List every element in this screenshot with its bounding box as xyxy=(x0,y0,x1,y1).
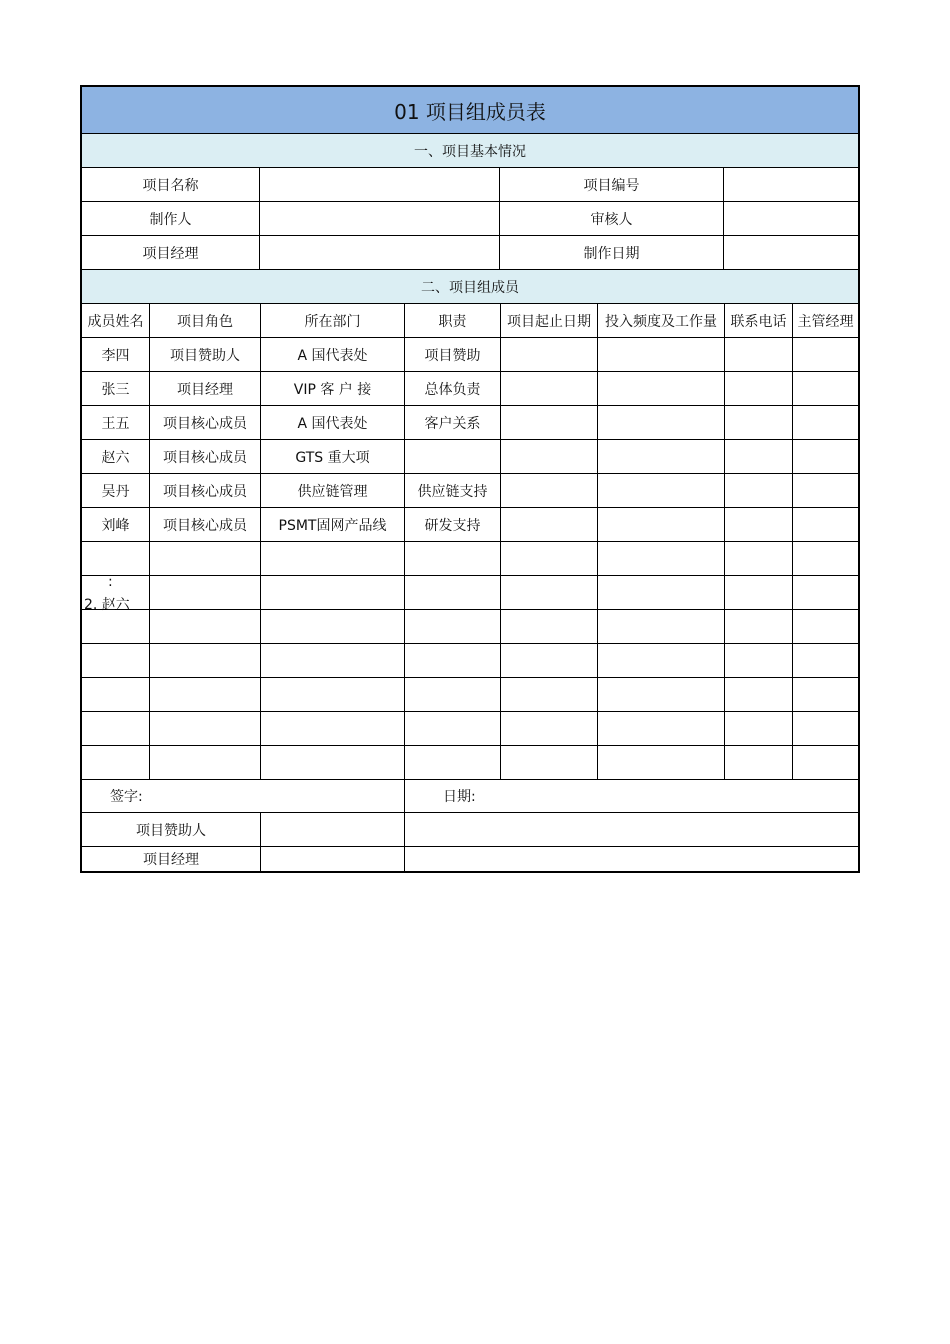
maker-label: 制作人 xyxy=(82,202,260,235)
reviewer-label: 审核人 xyxy=(500,202,724,235)
member-dates[interactable] xyxy=(501,440,598,473)
table-row xyxy=(82,746,858,780)
empty-cell[interactable] xyxy=(793,610,858,643)
empty-cell[interactable] xyxy=(501,712,598,745)
empty-cell[interactable] xyxy=(725,644,793,677)
table-row xyxy=(82,644,858,678)
member-name[interactable]: 赵六 xyxy=(82,440,150,473)
empty-cell[interactable] xyxy=(793,576,858,609)
member-dates[interactable] xyxy=(501,474,598,507)
table-row xyxy=(82,574,858,613)
empty-cell[interactable] xyxy=(725,678,793,711)
empty-cell[interactable] xyxy=(598,576,725,609)
sponsor-sign-date[interactable] xyxy=(405,813,858,846)
empty-cell[interactable] xyxy=(261,610,405,643)
member-name[interactable]: 张三 xyxy=(82,372,150,405)
member-role[interactable]: 项目核心成员 xyxy=(150,508,261,541)
empty-cell[interactable] xyxy=(150,712,261,745)
member-duty[interactable]: 项目赞助 xyxy=(405,338,501,371)
empty-cell[interactable] xyxy=(150,610,261,643)
table-row xyxy=(82,610,858,644)
empty-cell[interactable] xyxy=(598,644,725,677)
empty-cell[interactable] xyxy=(82,542,150,575)
member-phone[interactable] xyxy=(725,508,793,541)
member-name[interactable]: 王五 xyxy=(82,406,150,439)
empty-cell[interactable] xyxy=(150,644,261,677)
member-workload[interactable] xyxy=(598,440,725,473)
basic-row-2 xyxy=(82,202,858,236)
empty-cell[interactable] xyxy=(261,746,405,779)
empty-cell[interactable] xyxy=(725,746,793,779)
member-workload[interactable] xyxy=(598,474,725,507)
signature-row xyxy=(82,780,858,813)
empty-cell[interactable] xyxy=(150,576,261,609)
section-basic-heading: 一、项目基本情况 xyxy=(414,143,526,160)
member-workload[interactable] xyxy=(598,508,725,541)
empty-cell[interactable] xyxy=(405,746,501,779)
empty-cell[interactable] xyxy=(261,712,405,745)
col-header-dates: 项目起止日期 xyxy=(501,304,598,337)
empty-cell[interactable] xyxy=(501,610,598,643)
sponsor-sign-row xyxy=(82,813,858,847)
empty-cell[interactable] xyxy=(598,610,725,643)
member-duty[interactable] xyxy=(405,440,501,473)
empty-cell[interactable] xyxy=(793,542,858,575)
table-row xyxy=(82,372,858,406)
make-date-value[interactable] xyxy=(724,236,858,269)
empty-cell[interactable] xyxy=(405,712,501,745)
col-header-name: 成员姓名 xyxy=(82,304,150,337)
member-role[interactable]: 项目核心成员 xyxy=(150,440,261,473)
member-name[interactable]: 刘峰 xyxy=(82,508,150,541)
col-header-role: 项目角色 xyxy=(150,304,261,337)
member-supervisor[interactable] xyxy=(793,338,858,371)
table-row xyxy=(82,474,858,508)
empty-cell[interactable] xyxy=(405,644,501,677)
table-row xyxy=(82,338,858,372)
member-name[interactable]: 李四 xyxy=(82,338,150,371)
member-supervisor[interactable] xyxy=(793,440,858,473)
reviewer-value[interactable] xyxy=(724,202,858,235)
table-row xyxy=(82,406,858,440)
member-role[interactable]: 项目核心成员 xyxy=(150,474,261,507)
empty-cell[interactable] xyxy=(261,542,405,575)
member-table xyxy=(80,85,860,873)
member-duty[interactable]: 供应链支持 xyxy=(405,474,501,507)
empty-cell[interactable] xyxy=(150,678,261,711)
empty-cell[interactable] xyxy=(82,610,150,643)
col-header-dept: 所在部门 xyxy=(261,304,405,337)
empty-cell[interactable] xyxy=(598,746,725,779)
empty-cell[interactable] xyxy=(405,678,501,711)
member-name[interactable]: 吴丹 xyxy=(82,474,150,507)
empty-cell[interactable] xyxy=(598,712,725,745)
member-supervisor[interactable] xyxy=(793,406,858,439)
manager-sign-row xyxy=(82,847,858,871)
manager-sign-date[interactable] xyxy=(405,847,858,871)
empty-cell[interactable] xyxy=(598,542,725,575)
member-dates[interactable] xyxy=(501,372,598,405)
empty-cell[interactable] xyxy=(793,644,858,677)
section-basic-row xyxy=(82,134,858,168)
sponsor-signature[interactable] xyxy=(261,813,405,846)
sign-label: 签字: xyxy=(82,780,405,812)
project-manager-value[interactable] xyxy=(260,236,500,269)
member-phone[interactable] xyxy=(725,440,793,473)
empty-cell[interactable] xyxy=(150,746,261,779)
empty-cell[interactable] xyxy=(82,746,150,779)
member-phone[interactable] xyxy=(725,406,793,439)
member-dept[interactable]: GTS 重大项 xyxy=(261,440,405,473)
stray-text-cell[interactable] xyxy=(82,574,150,613)
member-dept[interactable]: VIP 客 户 接 xyxy=(261,372,405,405)
project-name-value[interactable] xyxy=(260,168,500,201)
table-row xyxy=(82,678,858,712)
empty-cell[interactable] xyxy=(405,610,501,643)
empty-cell[interactable] xyxy=(405,542,501,575)
empty-cell[interactable] xyxy=(725,610,793,643)
empty-cell[interactable] xyxy=(405,576,501,609)
empty-cell[interactable] xyxy=(725,542,793,575)
member-dept[interactable]: 供应链管理 xyxy=(261,474,405,507)
col-header-workload: 投入频度及工作量 xyxy=(598,304,725,337)
empty-cell[interactable] xyxy=(261,678,405,711)
member-phone[interactable] xyxy=(725,338,793,371)
empty-cell[interactable] xyxy=(501,644,598,677)
table-row xyxy=(82,712,858,746)
col-header-phone: 联系电话 xyxy=(725,304,793,337)
stray-text: 2. 赵六 xyxy=(84,597,130,613)
manager-sign-label: 项目经理 xyxy=(82,847,261,871)
empty-cell[interactable] xyxy=(725,576,793,609)
member-dept[interactable]: A 国代表处 xyxy=(261,338,405,371)
stray-colon: : xyxy=(108,574,113,590)
member-workload[interactable] xyxy=(598,406,725,439)
member-duty[interactable]: 研发支持 xyxy=(405,508,501,541)
col-header-supervisor: 主管经理 xyxy=(797,313,854,330)
member-duty[interactable]: 总体负责 xyxy=(405,372,501,405)
empty-cell[interactable] xyxy=(501,576,598,609)
member-phone[interactable] xyxy=(725,372,793,405)
manager-signature[interactable] xyxy=(261,847,405,871)
empty-cell[interactable] xyxy=(793,712,858,745)
member-dept[interactable]: A 国代表处 xyxy=(261,406,405,439)
empty-cell[interactable] xyxy=(793,746,858,779)
basic-row-3 xyxy=(82,236,858,270)
empty-cell[interactable] xyxy=(725,712,793,745)
empty-cell[interactable] xyxy=(261,576,405,609)
table-row xyxy=(82,508,858,542)
member-role[interactable]: 项目核心成员 xyxy=(150,406,261,439)
sponsor-label: 项目赞助人 xyxy=(82,813,261,846)
member-dates[interactable] xyxy=(501,508,598,541)
member-role[interactable]: 项目赞助人 xyxy=(150,338,261,371)
empty-cell[interactable] xyxy=(501,746,598,779)
empty-cell[interactable] xyxy=(501,678,598,711)
empty-cell[interactable] xyxy=(793,678,858,711)
make-date-label: 制作日期 xyxy=(500,236,724,269)
empty-cell[interactable] xyxy=(150,542,261,575)
table-title: 01 项目组成员表 xyxy=(394,99,546,124)
member-supervisor[interactable] xyxy=(793,508,858,541)
table-row xyxy=(82,542,858,576)
empty-cell[interactable] xyxy=(261,644,405,677)
member-duty[interactable]: 客户关系 xyxy=(405,406,501,439)
member-supervisor[interactable] xyxy=(793,474,858,507)
project-name-label: 项目名称 xyxy=(82,168,260,201)
col-header-duty: 职责 xyxy=(405,304,501,337)
member-workload[interactable] xyxy=(598,372,725,405)
member-dates[interactable] xyxy=(501,338,598,371)
section-members-heading: 二、项目组成员 xyxy=(421,279,519,296)
project-number-label: 项目编号 xyxy=(500,168,724,201)
member-role[interactable]: 项目经理 xyxy=(150,372,261,405)
member-supervisor[interactable] xyxy=(793,372,858,405)
member-dept[interactable]: PSMT固网产品线 xyxy=(261,508,405,541)
empty-cell[interactable] xyxy=(501,542,598,575)
empty-cell[interactable] xyxy=(82,712,150,745)
member-header-row xyxy=(82,304,858,338)
empty-cell[interactable] xyxy=(82,644,150,677)
table-row xyxy=(82,440,858,474)
title-row xyxy=(82,87,858,134)
project-manager-label: 项目经理 xyxy=(82,236,260,269)
basic-row-1 xyxy=(82,168,858,202)
section-members-row xyxy=(82,270,858,304)
member-workload[interactable] xyxy=(598,338,725,371)
empty-cell[interactable] xyxy=(82,678,150,711)
sign-date-label: 日期: xyxy=(443,789,476,805)
empty-cell[interactable] xyxy=(598,678,725,711)
project-number-value[interactable] xyxy=(724,168,858,201)
member-dates[interactable] xyxy=(501,406,598,439)
maker-value[interactable] xyxy=(260,202,500,235)
member-phone[interactable] xyxy=(725,474,793,507)
